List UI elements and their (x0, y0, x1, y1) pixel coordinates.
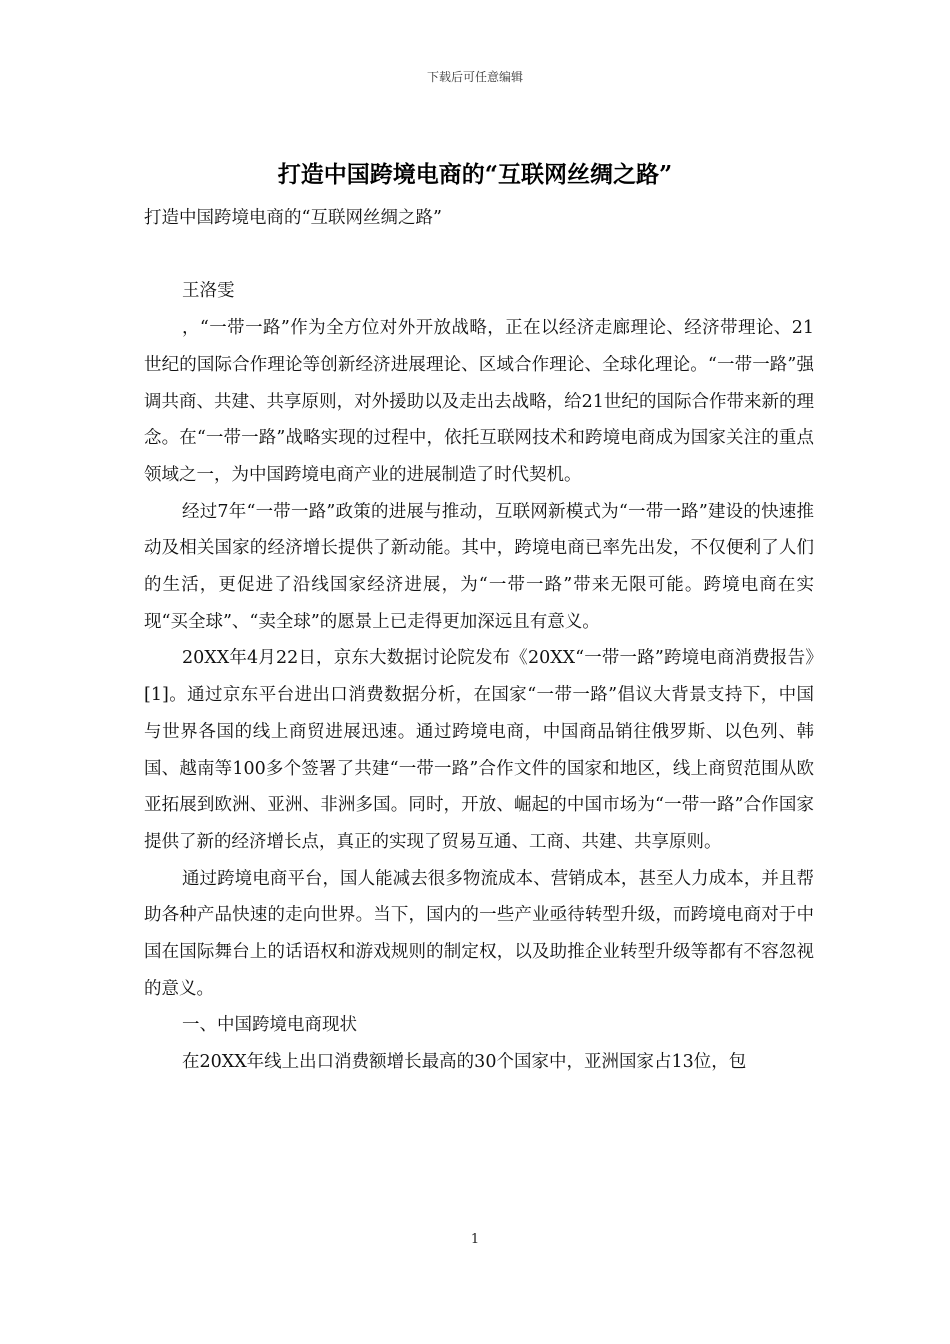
subtitle: 打造中国跨境电商的“互联网丝绸之路” (144, 208, 442, 228)
header-note: 下载后可任意编辑 (426, 70, 523, 84)
paragraph: 通过跨境电商平台，国人能减去很多物流成本、营销成本，甚至人力成本，并且帮助各种产品快速的走向世界。当下，国内的一些产业亟待转型升级，而跨境电商对于中国在国际舞台上的话语权和游戏规则的制定权，以及助推企业转型升级等都有不容忽视的意义。 (144, 868, 814, 999)
paragraph: 经过7年“一带一路”政策的进展与推动，互联网新模式为“一带一路”建设的快速推动及相关国家的经济增长提供了新动能。其中，跨境电商已率先出发，不仅便利了人们的生活，更促进了沿线国家经济进展，为“一带一路”带来无限可能。跨境电商在实现“买全球”、“卖全球”的愿景上已走得更加深远且有意义。 (144, 501, 814, 632)
section-heading: 一、中国跨境电商现状 (182, 1015, 357, 1036)
paragraph: ，“一带一路”作为全方位对外开放战略，正在以经济走廊理论、经济带理论、21世纪的国际合作理论等创新经济进展理论、区域合作理论、全球化理论。“一带一路”强调共商、共建、共享原则，对外援助以及走出去战略，给21世纪的国际合作带来新的理念。在“一带一路”战略实现的过程中，依托互联网技术和跨境电商成为国家关注的重点领域之一，为中国跨境电商产业的进展制造了时代契机。 (144, 318, 814, 485)
document-body (144, 200, 814, 1081)
blank-line (144, 237, 814, 274)
paragraph: 在20XX年线上出口消费额增长最高的30个国家中，亚洲国家占13位，包 (182, 1052, 747, 1073)
paragraph: 20XX年4月22日，京东大数据讨论院发布《20XX“一带一路”跨境电商消费报告》[1]。通过京东平台进出口消费数据分析，在国家“一带一路”倡议大背景支持下，中国与世界各国的线上商贸进展迅速。通过跨境电商，中国商品销往俄罗斯、以色列、韩国、越南等100多个签署了共建“一带一路”合作文件的国家和地区，线上商贸范围从欧亚拓展到欧洲、亚洲、非洲多国。同时，开放、崛起的中国市场为“一带一路”合作国家提供了新的经济增长点，真正的实现了贸易互通、工商、共建、共享原则。 (144, 648, 814, 852)
author-name: 王洛雯 (182, 281, 235, 302)
page-number: 1 (470, 1232, 480, 1247)
document-title: 打造中国跨境电商的“互联网丝绸之路” (277, 161, 673, 188)
